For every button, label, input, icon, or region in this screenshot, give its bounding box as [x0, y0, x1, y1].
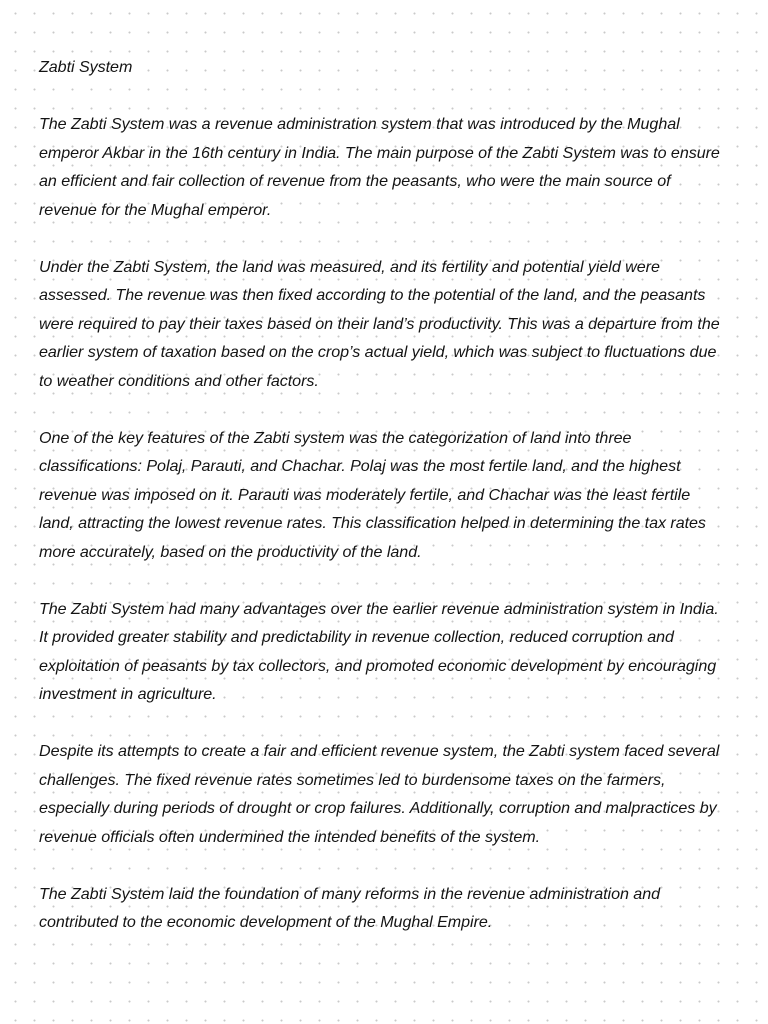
paragraph-advantages: The Zabti System had many advantages over the earlier revenue administration system in India. It provided greater stability and predictability in revenue collection, reduced corruption and exploitation of peasants by tax collectors, and promoted economic development by encouraging investment in agriculture.	[39, 599, 719, 703]
note-title: Zabti System	[39, 58, 133, 76]
note-body[interactable]	[39, 53, 729, 937]
paragraph-land-measurement: Under the Zabti System, the land was measured, and its fertility and potential yield were assessed. The revenue was then fixed according to the potential of the land, and the peasants were required to pay their taxes based on their land’s productivity. This was a departure from the earlier system of taxation based on the crop’s actual yield, which was subject to fluctuations due to weather conditions and other factors.	[39, 257, 720, 390]
paragraph-conclusion: The Zabti System laid the foundation of many reforms in the revenue administration and contributed to the economic development of the Mughal Empire.	[39, 884, 661, 931]
paragraph-challenges: Despite its attempts to create a fair and efficient revenue system, the Zabti system faced several challenges. The fixed revenue rates sometimes led to burdensome taxes on the farmers, especially during periods of drought or crop failures. Additionally, corruption and malpractices by revenue officials often undermined the intended benefits of the system.	[39, 742, 720, 846]
paragraph-introduction: The Zabti System was a revenue administration system that was introduced by the Mughal emperor Akbar in the 16th century in India. The main purpose of the Zabti System was to ensure an efficient and fair collection of revenue from the peasants, who were the main source of revenue for the Mughal emperor.	[39, 115, 720, 219]
paragraph-land-classification: One of the key features of the Zabti system was the categorization of land into three classifications: Polaj, Parauti, and Chachar. Polaj was the most fertile land, and the highest revenue was imposed on it. Parauti was moderately fertile, and Chachar was the least fertile land, attracting the lowest revenue rates. This classification helped in determining the tax rates more accurately, based on the productivity of the land.	[39, 428, 706, 561]
